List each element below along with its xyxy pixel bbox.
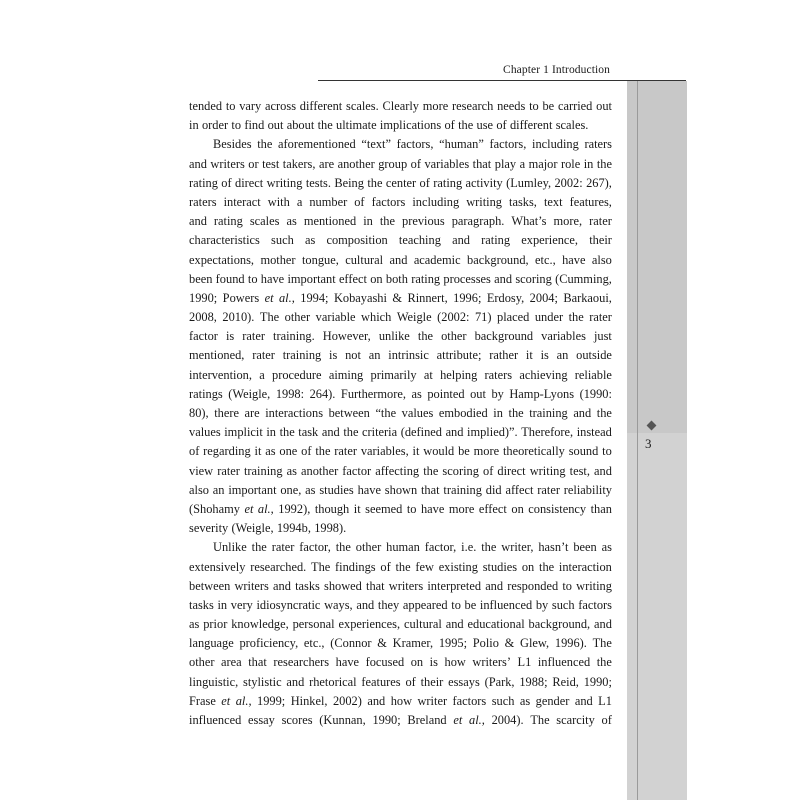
text-line: (Shohamy et al., 1992), though it seemed to have more effect on consistency than bbox=[189, 501, 612, 516]
text-line: and rating scales as mentioned in the previous paragraph. What’s more, rater bbox=[189, 214, 612, 229]
text-line: 1990; Powers et al., 1994; Kobayashi & Rinnert, 1996; Erdosy, 2004; Barkaoui, bbox=[189, 290, 612, 305]
text-line: view rater training as another factor affecting the scoring of direct writing test, and bbox=[189, 463, 612, 478]
text-line: extensively researched. The findings of the few existing studies on the interaction bbox=[189, 559, 612, 574]
side-tab-upper bbox=[627, 81, 687, 433]
running-head: Chapter 1 Introduction bbox=[503, 64, 610, 76]
text-line: been found to have important effect on both rating processes and scoring (Cumming, bbox=[189, 271, 612, 286]
text-line: influenced essay scores (Kunnan, 1990; Breland et al., 2004). The scarcity of bbox=[189, 713, 612, 727]
text-line: factor is rater training. However, unlike the other background variables just bbox=[189, 329, 612, 344]
text-line: rating of direct writing tests. Being the center of rating activity (Lumley, 2002: 267), bbox=[189, 175, 612, 190]
text-line: values implicit in the task and the criteria (defined and implied)”. Therefore, instead bbox=[189, 425, 612, 440]
text-line: Frase et al., 1999; Hinkel, 2002) and how writer factors such as gender and L1 bbox=[189, 693, 612, 708]
text-line: and writers or test takers, are another group of variables that play a major role in the bbox=[189, 156, 612, 171]
text-line: 2008, 2010). The other variable which Weigle (2002: 71) placed under the rater bbox=[189, 310, 612, 325]
side-tab bbox=[627, 81, 687, 800]
page-number: 3 bbox=[645, 436, 652, 451]
text-line: of regarding it as one of the rater variables, it would be more theoretically sound to bbox=[189, 444, 612, 459]
text-line: 80), there are interactions between “the values embodied in the training and the bbox=[189, 406, 612, 420]
text-line: mentioned, rater training is not an intrinsic attribute; rather it is an outside bbox=[189, 348, 612, 363]
text-line: expectations, mother tongue, cultural and academic background, etc., have also bbox=[189, 252, 612, 267]
text-line: tasks in very idiosyncratic ways, and they appeared to be influenced by such factors bbox=[189, 597, 612, 612]
text-line: intervention, a procedure aiming primarily at helping raters achieving reliable bbox=[189, 367, 612, 382]
text-line: tended to vary across different scales. Clearly more research needs to be carried out bbox=[189, 99, 612, 113]
text-line: language proficiency, etc., (Connor & Kramer, 1995; Polio & Glew, 1996). The bbox=[189, 636, 612, 651]
text-line: ratings (Weigle, 1998: 264). Furthermore, as pointed out by Hamp-Lyons (1990: bbox=[189, 386, 612, 401]
text-line: Besides the aforementioned “text” factors, “human” factors, including raters bbox=[213, 137, 612, 152]
text-line: as prior knowledge, personal experiences, cultural and educational background, and bbox=[189, 617, 612, 632]
text-line: also an important one, as studies have shown that training did affect rater reliability bbox=[189, 482, 612, 497]
text-line: characteristics such as composition teaching and rating experience, their bbox=[189, 233, 612, 248]
side-tab-lower bbox=[627, 433, 687, 800]
body-text bbox=[189, 97, 612, 730]
text-line: raters interact with a number of factors including writing tasks, text features, bbox=[189, 194, 612, 209]
side-tab-divider bbox=[637, 81, 638, 800]
text-line: other area that researchers have focused on is how writers’ L1 influenced the bbox=[189, 655, 612, 670]
text-line: Unlike the rater factor, the other human factor, i.e. the writer, hasn’t been as bbox=[213, 540, 612, 555]
text-line: severity (Weigle, 1994b, 1998). bbox=[189, 521, 347, 536]
text-line: linguistic, stylistic and rhetorical features of their essays (Park, 1988; Reid, 1990; bbox=[189, 674, 612, 689]
text-line: in order to find out about the ultimate implications of the use of different scales. bbox=[189, 118, 589, 133]
text-line: between writers and tasks showed that writers interpreted and responded to writing bbox=[189, 578, 612, 593]
